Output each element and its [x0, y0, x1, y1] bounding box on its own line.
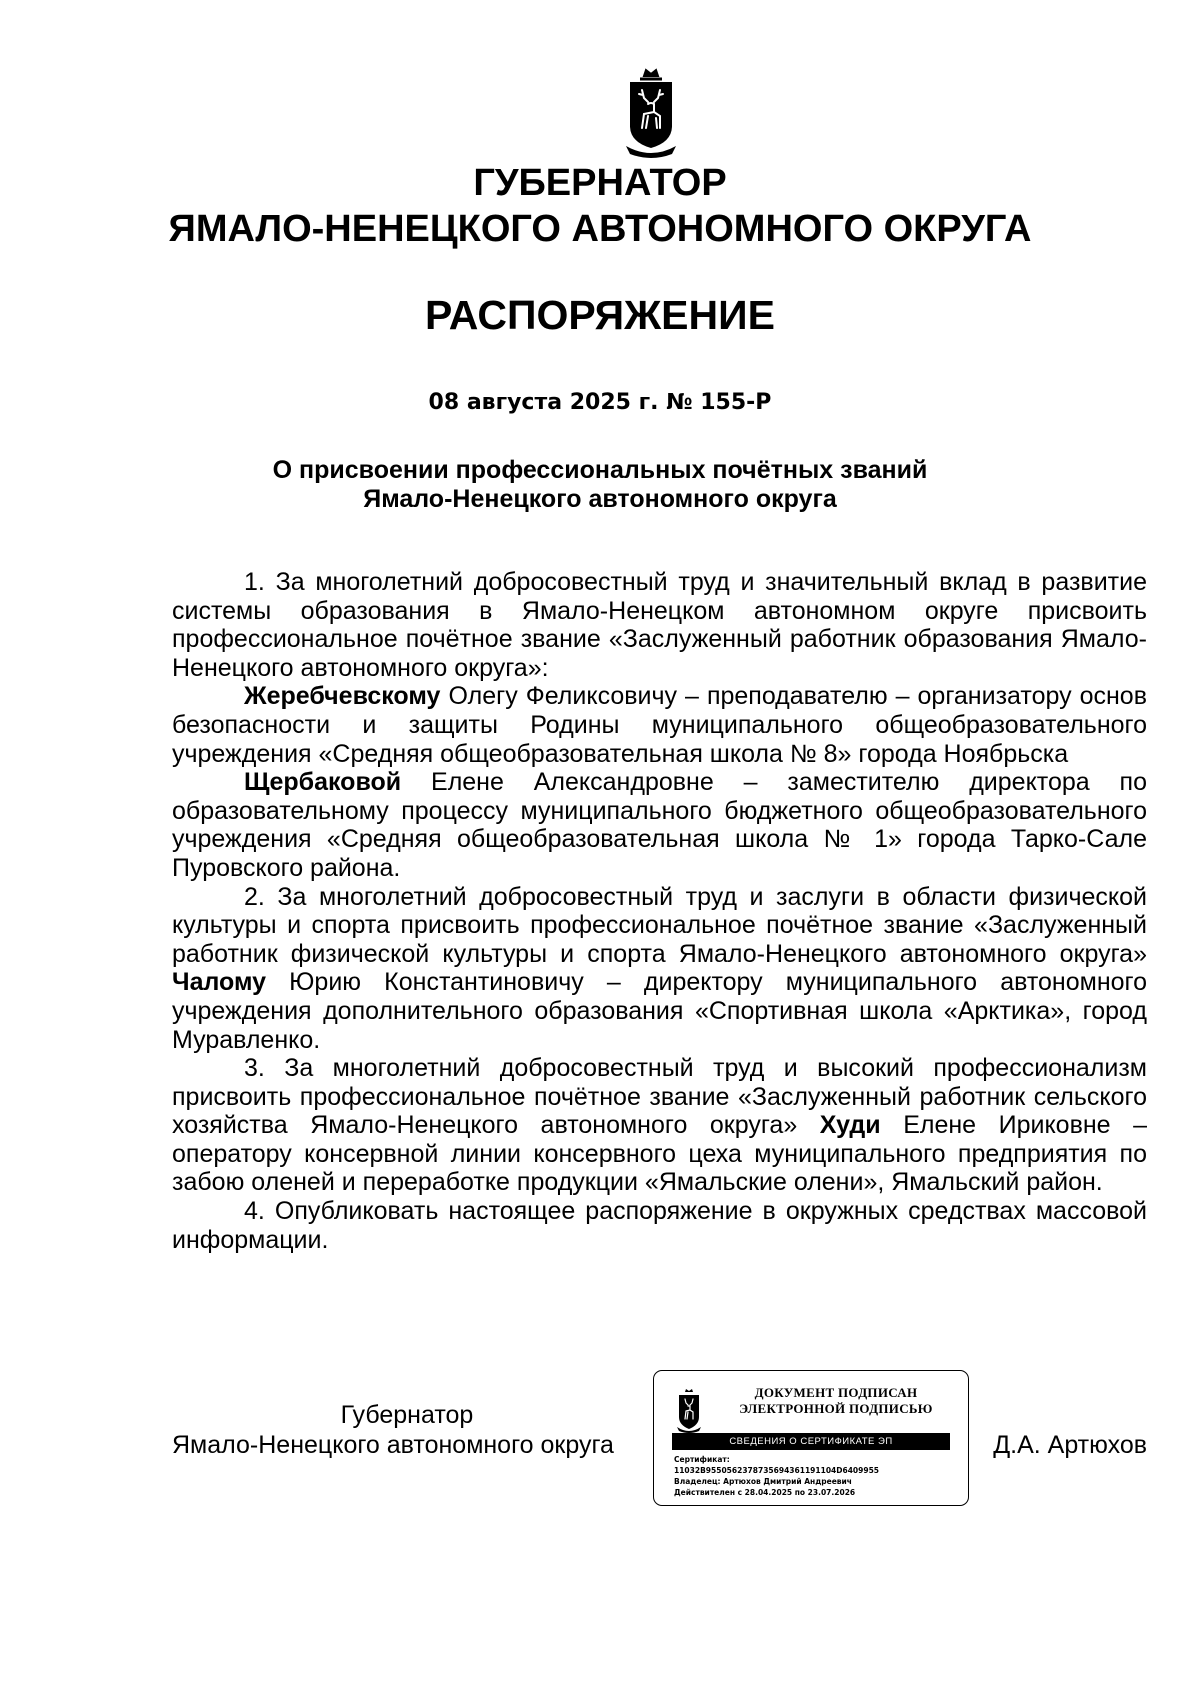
- electronic-signature-stamp: [653, 1370, 969, 1506]
- document-date-number: 08 августа 2025 г. № 155-Р: [428, 390, 772, 415]
- certificate-label: Сертификат:: [674, 1455, 730, 1464]
- awardee-surname: Чалому: [172, 968, 267, 997]
- awardee-details: Елене Ириковне – оператору консервной линии консервного цеха муниципального предприятия по забою оленей и переработке продукции «Ямальские олени», Ямальский район.: [172, 1111, 1147, 1197]
- document-type: РАСПОРЯЖЕНИЕ: [425, 292, 775, 338]
- awardee-surname: Щербаковой: [244, 768, 402, 797]
- awardee-details: Юрию Константиновичу – директору муниципального автономного учреждения дополнительного образования «Спортивная школа «Арктика», город Муравленко.: [172, 968, 1147, 1054]
- coat-of-arms-icon: [676, 1389, 702, 1433]
- awardee-details: Олегу Феликсовичу – преподавателю – организатору основ безопасности и защиты Родины муниципального общеобразовательного учреждения «Средняя общеобразовательная школа № 8» города Ноябрьска: [172, 682, 1147, 768]
- paragraph-3: [172, 1054, 1147, 1197]
- subject-line: О присвоении профессиональных почётных званий: [272, 456, 928, 484]
- paragraph-text: 2. За многолетний добросовестный труд и заслуги в области физической культуры и спорта присвоить профессиональное почётное звание «Заслуженный работник физической культуры и спорта Ямало-Ненецкого автономного округа»: [172, 882, 1147, 968]
- certificate-info-bar: СВЕДЕНИЯ О СЕРТИФИКАТЕ ЭП: [672, 1433, 950, 1450]
- paragraph-1: 1. За многолетний добросовестный труд и значительный вклад в развитие системы образования в Ямало-Ненецком автономном округе присвоить профессиональное почётное звание «Заслуженный работник образования Ямало-Ненецкого автономного округа»:: [172, 568, 1147, 682]
- coat-of-arms-icon: [622, 68, 680, 158]
- paragraph-awardee-2: [172, 768, 1147, 882]
- position-line: Ямало-Ненецкого автономного округа: [172, 1431, 614, 1459]
- certificate-owner: Владелец: Артюхов Дмитрий Андреевич: [674, 1477, 852, 1486]
- paragraph-text: 3. За многолетний добросовестный труд и высокий профессионализм присвоить профессиональное почётное звание «Заслуженный работник сельского хозяйства Ямало-Ненецкого автономного округа»: [172, 1054, 1147, 1140]
- certificate-validity: Действителен с 28.04.2025 по 23.07.2026: [674, 1488, 856, 1497]
- position-line: Губернатор: [340, 1401, 474, 1429]
- stamp-title-line: ЭЛЕКТРОННОЙ ПОДПИСЬЮ: [739, 1401, 933, 1416]
- paragraph-4: 4. Опубликовать настоящее распоряжение в окружных средствах массовой информации.: [172, 1197, 1147, 1254]
- issuer-region: ЯМАЛО-НЕНЕЦКОГО АВТОНОМНОГО ОКРУГА: [168, 208, 1032, 250]
- awardee-details: Елене Александровне – заместителю директора по образовательному процессу муниципального бюджетного общеобразовательного учреждения «Средняя общеобразовательная школа № 1» города Тарко-Сале Пуровского района.: [172, 768, 1147, 882]
- paragraph-awardee-1: [172, 682, 1147, 768]
- issuer-title: ГУБЕРНАТОР: [473, 162, 727, 204]
- signatory-name: Д.А. Артюхов: [993, 1431, 1147, 1459]
- paragraph-2: [172, 883, 1147, 1055]
- signatory-position: [172, 1400, 642, 1460]
- stamp-title: [712, 1385, 960, 1417]
- subject-line: Ямало-Ненецкого автономного округа: [363, 485, 837, 513]
- certificate-number: 11032B9550562378735694361191104D6409955: [674, 1466, 880, 1475]
- awardee-surname: Худи: [819, 1111, 881, 1140]
- awardee-surname: Жеребчевскому: [244, 682, 441, 711]
- document-subject: [0, 456, 1200, 514]
- document-body: [172, 568, 1147, 1254]
- stamp-title-line: ДОКУМЕНТ ПОДПИСАН: [754, 1385, 918, 1400]
